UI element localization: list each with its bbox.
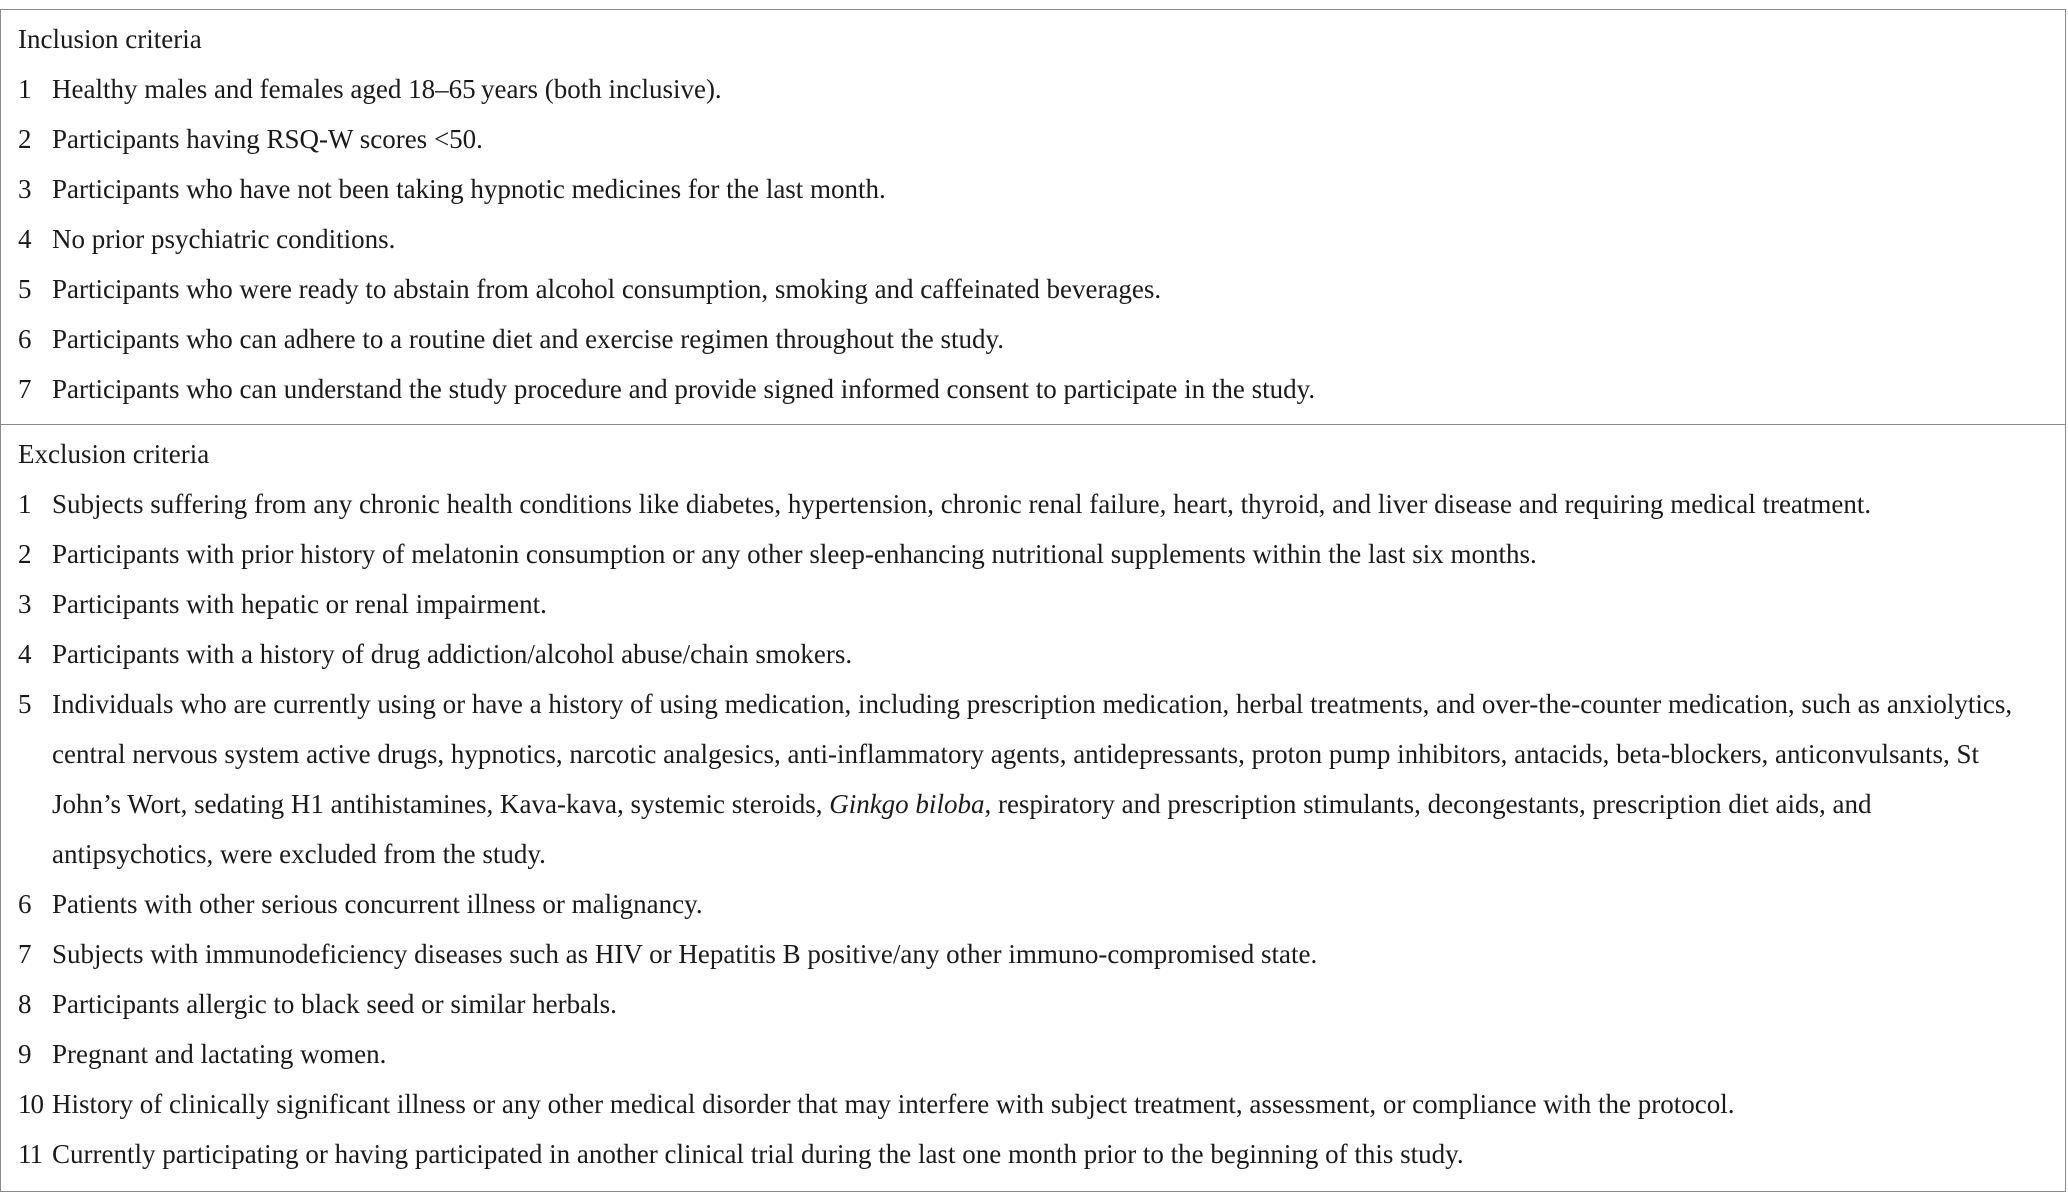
inclusion-item [1,264,2065,314]
inclusion-item [1,364,2065,414]
item-text: Participants allergic to black seed or similar herbals. [52,989,617,1019]
item-number: 9 [18,1039,32,1069]
item-number: 4 [18,639,32,669]
exclusion-item [1,629,2065,679]
exclusion-item [1,1029,2065,1079]
exclusion-item [1,529,2065,579]
item-number: 2 [18,539,32,569]
item-number: 1 [18,489,32,519]
exclusion-item [1,679,2065,879]
item-text: History of clinically significant illness or any other medical disorder that may interfere with subject treatment, assessment, or compliance with the protocol. [52,1089,1735,1119]
item-text: Participants who have not been taking hypnotic medicines for the last month. [52,174,886,204]
item-number: 8 [18,989,32,1019]
item-text: Participants who can understand the study procedure and provide signed informed consent to participate in the study. [52,374,1316,404]
inclusion-section [1,10,2065,425]
item-number: 5 [18,274,32,304]
inclusion-title: Inclusion criteria [18,24,202,54]
criteria-table [0,9,2066,1192]
exclusion-title: Exclusion criteria [18,439,210,469]
inclusion-item [1,214,2065,264]
item-text: Healthy males and females aged 18–65 years (both inclusive). [52,74,722,104]
item-number: 5 [18,689,32,719]
item-text: Participants with prior history of melatonin consumption or any other sleep-enhancing nutritional supplements within the last six months. [52,539,1537,569]
item-number: 7 [18,374,32,404]
item-text: No prior psychiatric conditions. [52,224,396,254]
exclusion-item [1,879,2065,929]
item-number: 7 [18,939,32,969]
item-text-part: , respiratory and prescription stimulants, decongestants, prescription diet aids, and antipsychotics, were excluded from the study. [52,789,1872,869]
item-text: Pregnant and lactating women. [52,1039,387,1069]
item-number: 1 [18,74,32,104]
inclusion-item [1,164,2065,214]
item-number: 6 [18,889,32,919]
exclusion-item [1,479,2065,529]
item-text: Subjects with immunodeficiency diseases such as HIV or Hepatitis B positive/any other immuno-compromised state. [52,939,1318,969]
item-text: Participants with a history of drug addiction/alcohol abuse/chain smokers. [52,639,853,669]
item-text-italic: Ginkgo biloba [829,789,985,819]
exclusion-item [1,979,2065,1029]
item-number: 6 [18,324,32,354]
item-text: Subjects suffering from any chronic health conditions like diabetes, hypertension, chronic renal failure, heart, thyroid, and liver disease and requiring medical treatment. [52,489,1872,519]
item-number: 3 [18,174,32,204]
item-text [52,679,2065,879]
exclusion-item [1,929,2065,979]
item-text-part: Individuals who are currently using or have a history of using medication, including prescription medication, herbal treatments, and over-the-counter medication, such as anxiolytics, central nervous system active drugs, hypnotics, narcotic analgesics, anti-inflammatory agents, antidepressants, proton pump inhibitors, antacids, beta-blockers, anticonvulsants, St John’s Wort, sedating H1 antihistamines, Kava-kava, systemic steroids, [52,689,2013,819]
exclusion-item [1,579,2065,629]
item-number: 10 [18,1089,43,1119]
item-text: Participants who can adhere to a routine diet and exercise regimen throughout the study. [52,324,1004,354]
item-text: Participants who were ready to abstain from alcohol consumption, smoking and caffeinated beverages. [52,274,1162,304]
item-text: Patients with other serious concurrent illness or malignancy. [52,889,703,919]
item-number: 11 [18,1139,42,1169]
exclusion-section [1,425,2065,1191]
inclusion-item [1,314,2065,364]
item-number: 3 [18,589,32,619]
inclusion-item [1,114,2065,164]
inclusion-item [1,64,2065,114]
exclusion-item [1,1129,2065,1179]
item-text: Participants with hepatic or renal impairment. [52,589,547,619]
item-text: Currently participating or having participated in another clinical trial during the last one month prior to the beginning of this study. [52,1139,1464,1169]
item-number: 2 [18,124,32,154]
exclusion-item [1,1079,2065,1129]
item-text: Participants having RSQ-W scores <50. [52,124,483,154]
item-number: 4 [18,224,32,254]
